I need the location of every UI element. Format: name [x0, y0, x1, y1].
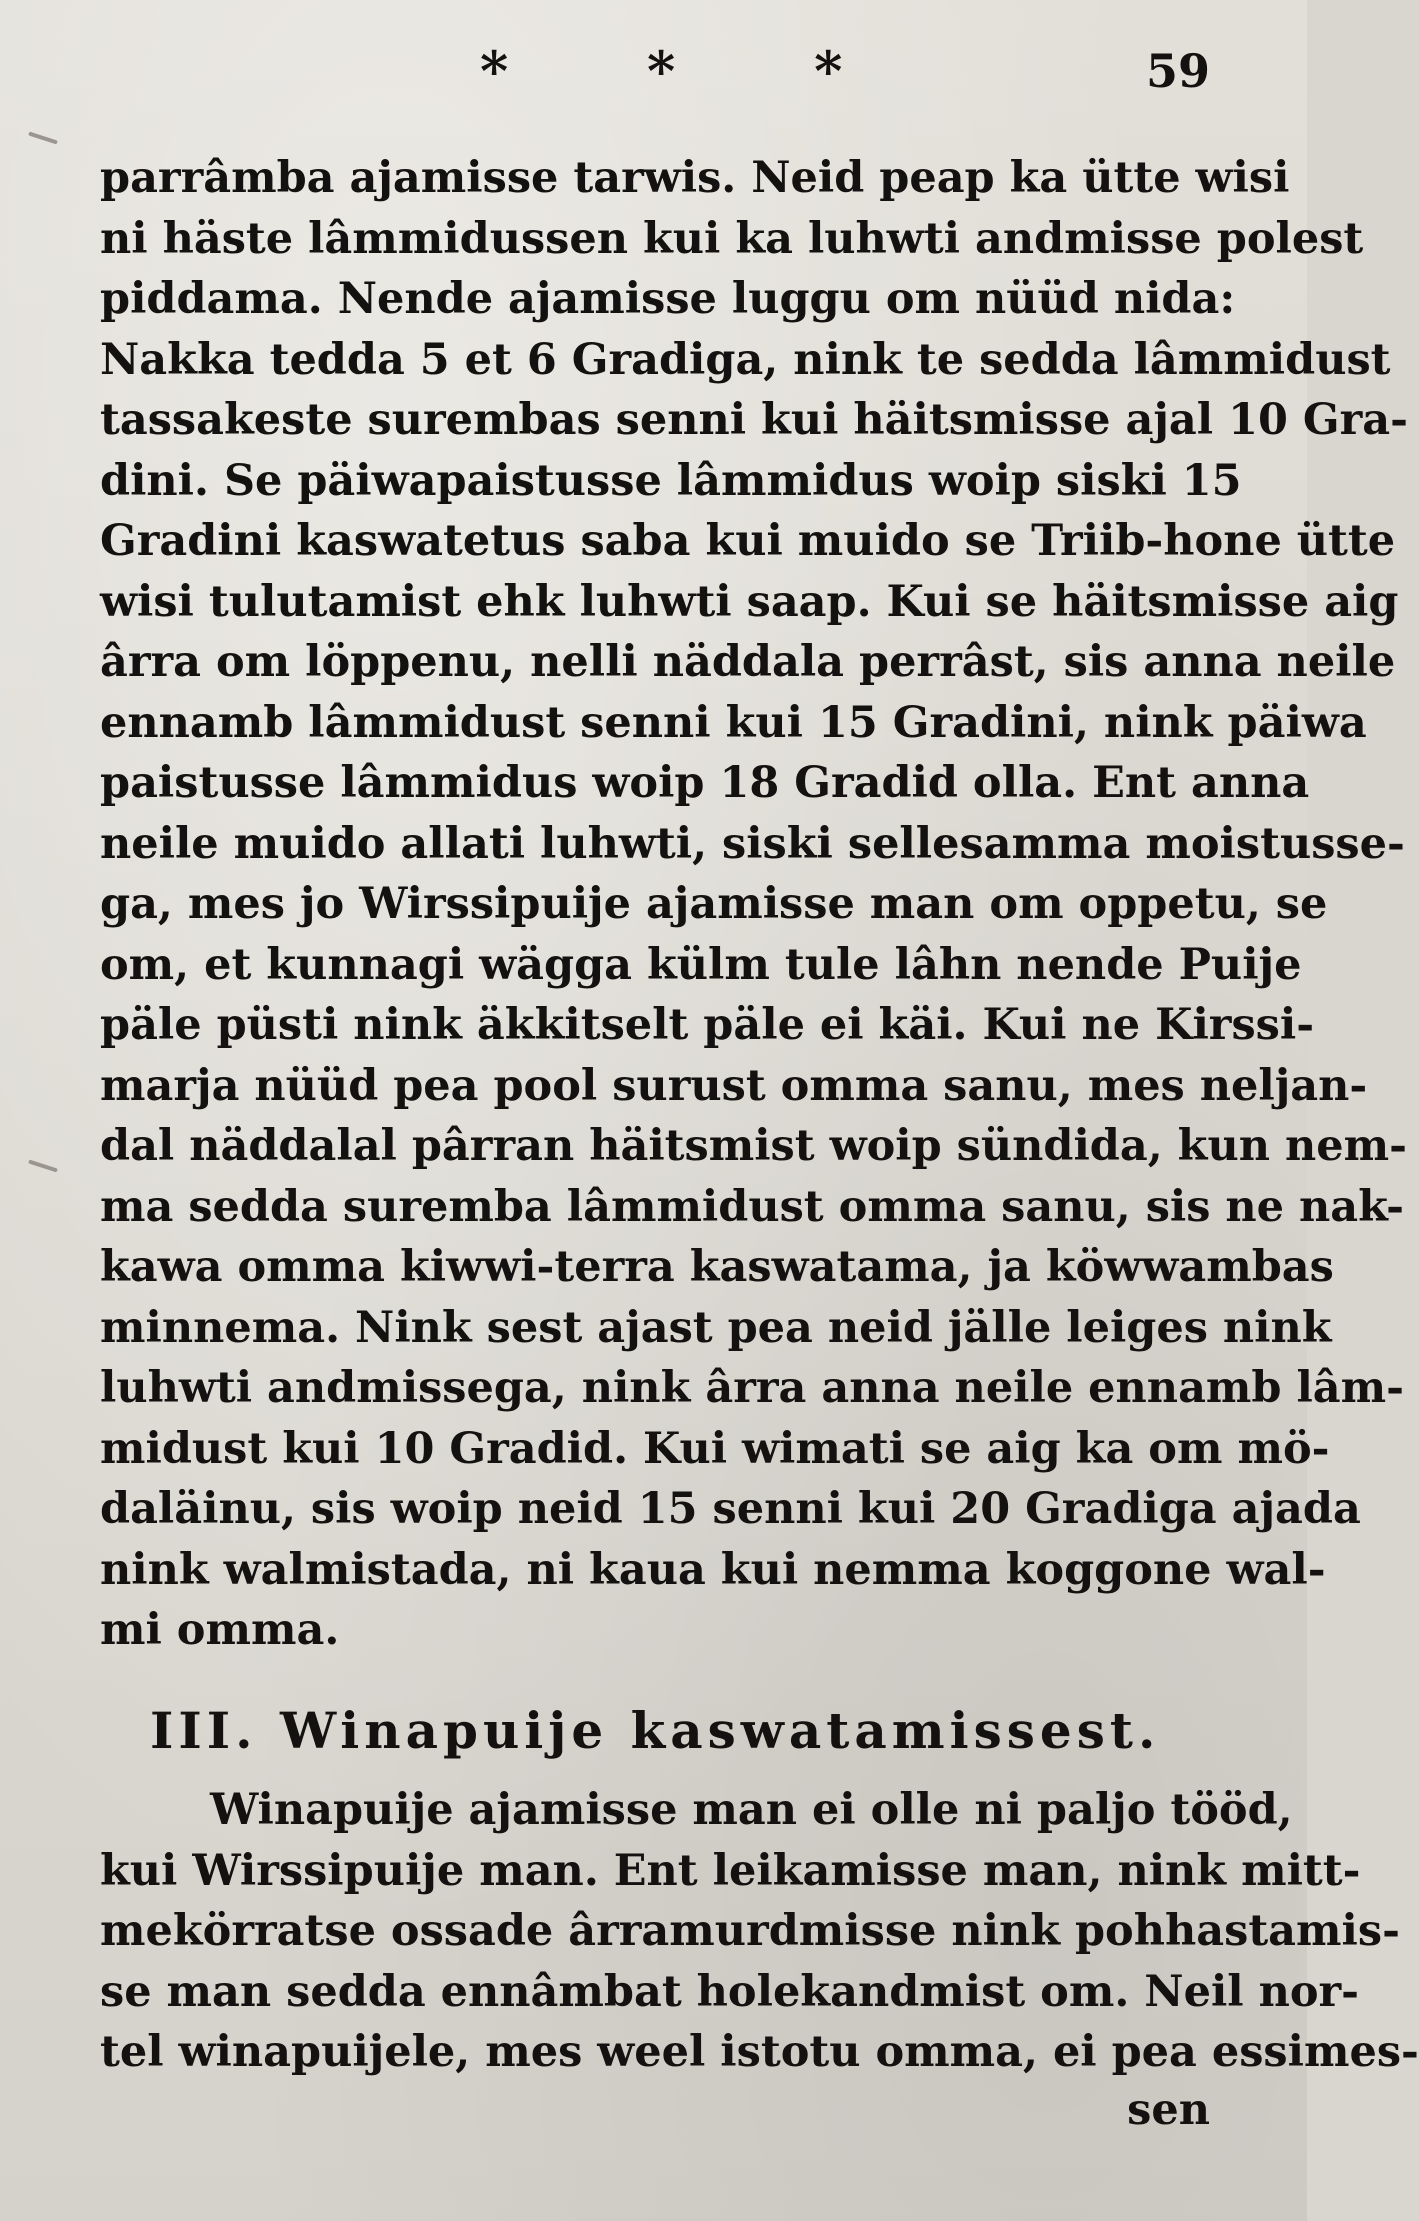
section-paragraph — [100, 1780, 1419, 2083]
text-line: ennamb lâmmidust senni kui 15 Gradini, nink päiwa — [100, 697, 1367, 748]
text-line: paistusse lâmmidus woip 18 Gradid olla. Ent anna — [100, 758, 1310, 808]
page-smudge — [28, 131, 58, 144]
text-line: daläinu, sis woip neid 15 senni kui 20 Gradiga ajada — [100, 1484, 1361, 1534]
text-line: ârra om löppenu, nelli näddala perrâst, sis anna neile — [100, 637, 1396, 687]
text-line: päle püsti nink äkkitselt päle ei käi. Kui ne Kirssi- — [100, 1000, 1315, 1050]
text-line: dal näddalal pârran häitsmist woip sündida, kun nem- — [100, 1121, 1407, 1171]
section-heading: III. Winapuije kaswatamissest. — [150, 1701, 1161, 1760]
text-line: ga, mes jo Wirssipuije ajamisse man om oppetu, se — [100, 879, 1328, 929]
text-line: Gradini kaswatetus saba kui muido se Triib-hone ütte — [100, 516, 1396, 566]
text-line: piddama. Nende ajamisse luggu om nüüd nida: — [100, 274, 1236, 324]
text-line: luhwti andmissega, nink ârra anna neile ennamb lâm- — [100, 1363, 1405, 1413]
page-header — [100, 36, 1210, 106]
text-line: nink walmistada, ni kaua kui nemma koggone wal- — [100, 1544, 1326, 1595]
text-line: mi omma. — [100, 1605, 340, 1655]
text-line: tel winapuijele, mes weel istotu omma, ei pea essimes- — [100, 2027, 1419, 2077]
text-line: ni häste lâmmidussen kui ka luhwti andmisse polest — [100, 213, 1364, 264]
body-paragraph — [100, 148, 1408, 1661]
text-line: om, et kunnagi wägga külm tule lâhn nende Puije — [100, 939, 1302, 990]
text-line: neile muido allati luhwti, siski sellesamma moistusse- — [100, 818, 1405, 869]
text-line: ma sedda suremba lâmmidust omma sanu, sis ne nak- — [100, 1181, 1405, 1232]
text-line: Winapuije ajamisse man ei olle ni paljo tööd, — [210, 1785, 1293, 1835]
page-smudge — [28, 1159, 58, 1172]
text-line: parrâmba ajamisse tarwis. Neid peap ka ütte wisi — [100, 153, 1290, 203]
page-number: 59 — [1145, 44, 1210, 98]
catchword: sen — [1127, 2085, 1210, 2135]
text-line: marja nüüd pea pool surust omma sanu, mes neljan- — [100, 1060, 1368, 1111]
header-ornament: * * * — [480, 39, 903, 103]
text-line: minnema. Nink sest ajast pea neid jälle leiges nink — [100, 1302, 1332, 1353]
text-line: mekörratse ossade ârramurdmisse nink pohhastamis- — [100, 1906, 1400, 1956]
text-line: tassakeste surembas senni kui häitsmisse ajal 10 Gra- — [100, 395, 1408, 445]
text-line: Nakka tedda 5 et 6 Gradiga, nink te sedda lâmmidust — [100, 334, 1391, 385]
text-line: wisi tulutamist ehk luhwti saap. Kui se häitsmisse aig — [100, 576, 1399, 627]
text-line: dini. Se päiwapaistusse lâmmidus woip siski 15 — [100, 455, 1242, 506]
text-line: kui Wirssipuije man. Ent leikamisse man, nink mitt- — [100, 1845, 1361, 1896]
text-line: kawa omma kiwwi-terra kaswatama, ja köwwambas — [100, 1242, 1334, 1292]
text-line: midust kui 10 Gradid. Kui wimati se aig ka om mö- — [100, 1423, 1330, 1474]
text-line: se man sedda ennâmbat holekandmist om. Neil nor- — [100, 1966, 1360, 2017]
